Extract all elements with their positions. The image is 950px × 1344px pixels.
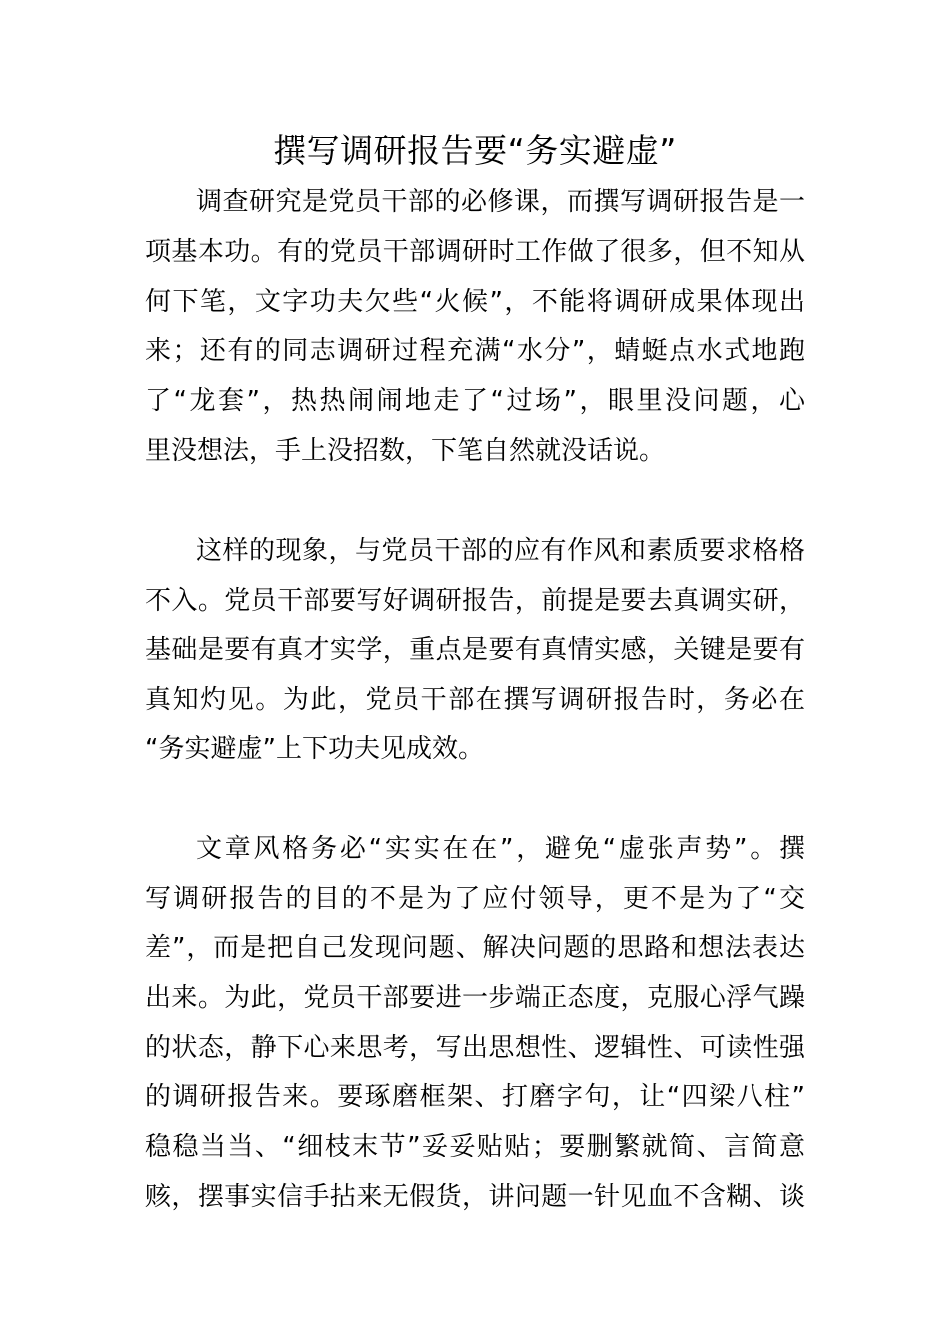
paragraph-line: 了“龙套”，热热闹闹地走了“过场”，眼里没问题，心 — [145, 386, 805, 416]
paragraph-line: 调查研究是党员干部的必修课，而撰写调研报告是一 — [196, 187, 805, 217]
paragraph-line: 写调研报告的目的不是为了应付领导，更不是为了“交 — [145, 884, 805, 914]
paragraph-line: “务实避虚”上下功夫见成效。 — [145, 734, 484, 764]
paragraph-line: 出来。为此，党员干部要进一步端正态度，克服心浮气躁 — [145, 983, 805, 1013]
paragraph-line: 的调研报告来。要琢磨框架、打磨字句，让“四梁八柱” — [145, 1082, 805, 1112]
document-title: 撰写调研报告要“务实避虚” — [273, 131, 677, 170]
paragraph-line: 基础是要有真才实学，重点是要有真情实感，关键是要有 — [145, 635, 805, 665]
paragraph-line: 稳稳当当、“细枝末节”妥妥贴贴；要删繁就简、言简意 — [145, 1132, 805, 1162]
paragraph-line: 这样的现象，与党员干部的应有作风和素质要求格格 — [196, 536, 805, 566]
paragraph-line: 里没想法，手上没招数，下笔自然就没话说。 — [145, 436, 666, 466]
paragraph-line: 差”，而是把自己发现问题、解决问题的思路和想法表达 — [145, 933, 805, 963]
paragraph-line: 何下笔，文字功夫欠些“火候”，不能将调研成果体现出 — [145, 287, 805, 317]
paragraph-line: 不入。党员干部要写好调研报告，前提是要去真调实研， — [145, 586, 805, 616]
paragraph-line: 来；还有的同志调研过程充满“水分”，蜻蜓点水式地跑 — [145, 336, 805, 366]
paragraph-line: 的状态，静下心来思考，写出思想性、逻辑性、可读性强 — [145, 1033, 805, 1063]
paragraph-line: 项基本功。有的党员干部调研时工作做了很多，但不知从 — [145, 237, 805, 267]
paragraph-line: 文章风格务必“实实在在”，避免“虚张声势”。撰 — [196, 834, 805, 864]
paragraph-line: 真知灼见。为此，党员干部在撰写调研报告时，务必在 — [145, 685, 805, 715]
paragraph-line: 赅，摆事实信手拈来无假货，讲问题一针见血不含糊、谈 — [145, 1182, 805, 1212]
